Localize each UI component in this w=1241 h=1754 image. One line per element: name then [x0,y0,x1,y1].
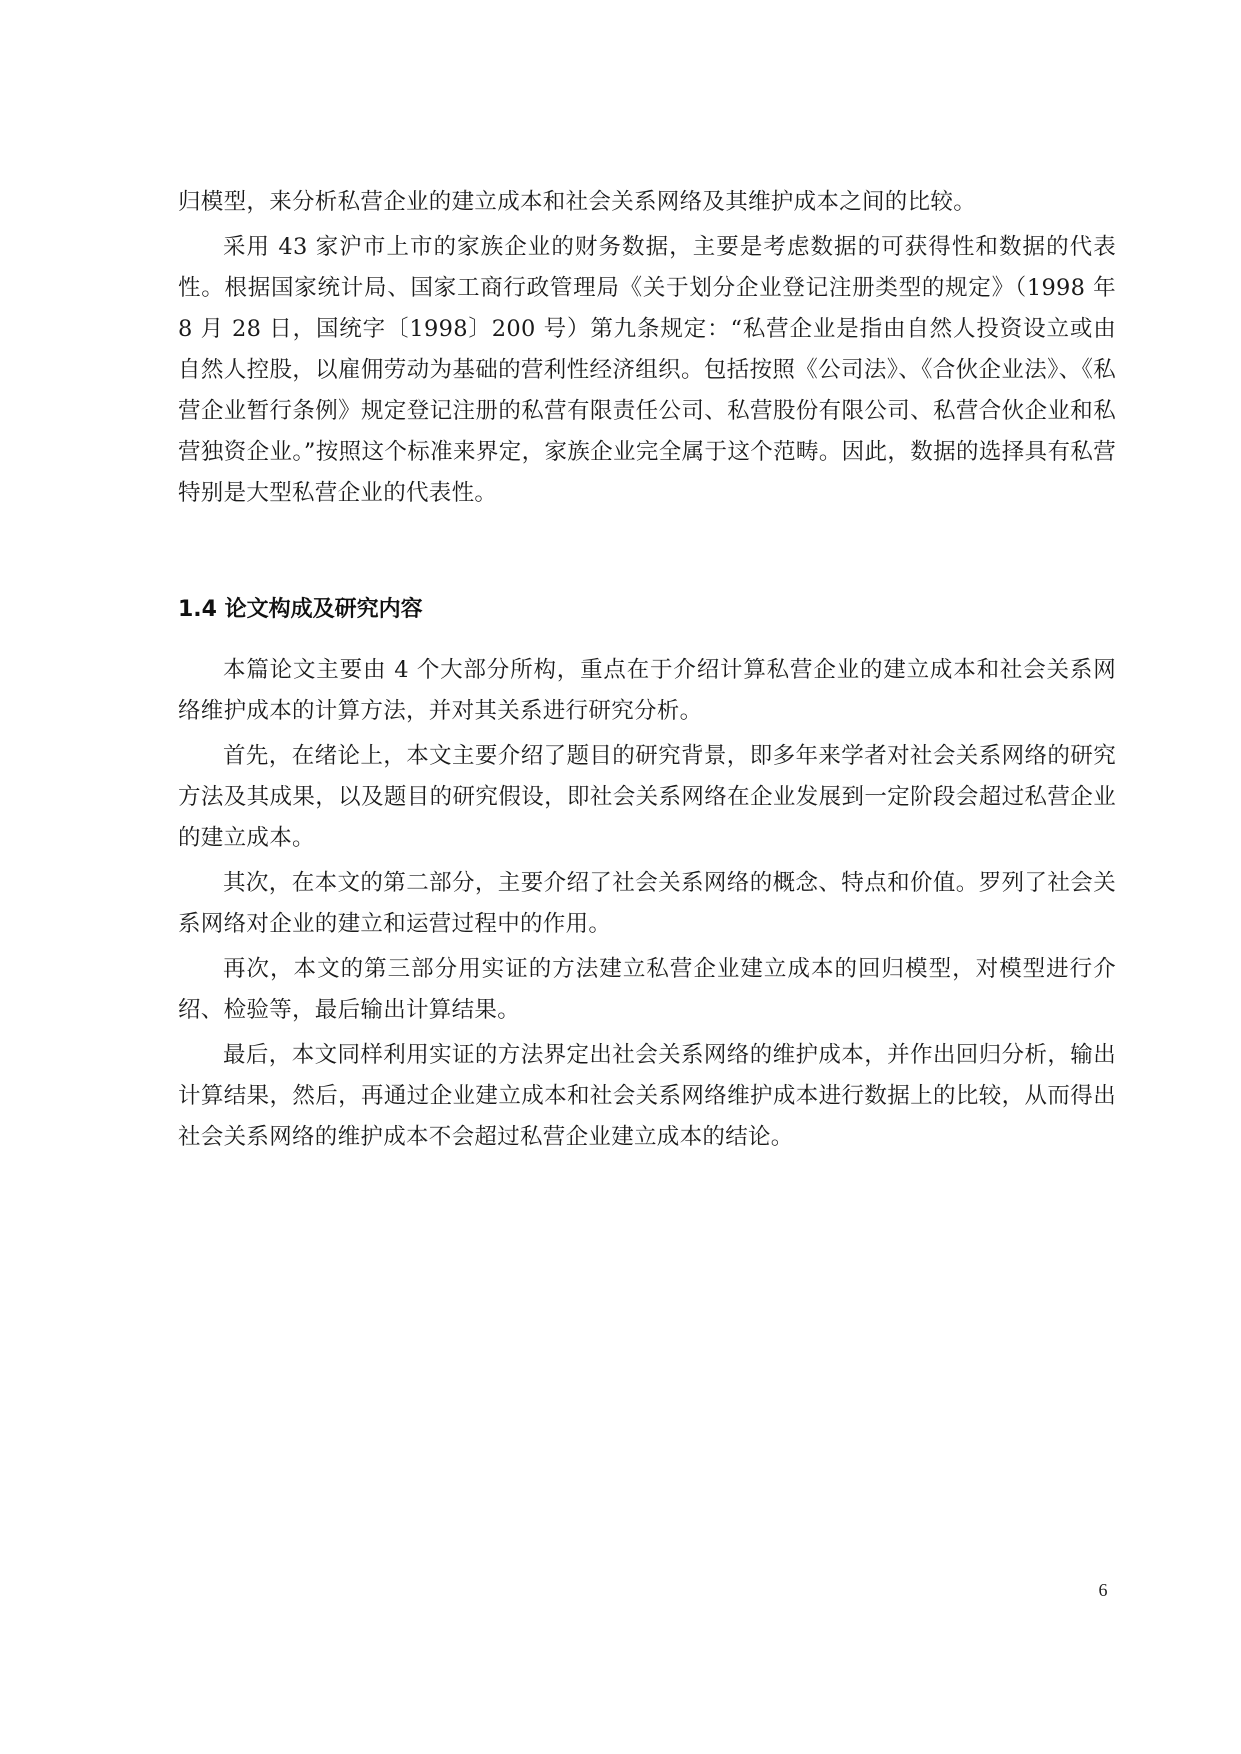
paragraph-second: 其次，在本文的第二部分，主要介绍了社会关系网络的概念、特点和价值。罗列了社会关系网络对企业的建立和运营过程中的作用。 [178,870,1116,937]
section-heading: 1.4 论文构成及研究内容 [178,597,423,622]
paragraph-last: 最后，本文同样利用实证的方法界定出社会关系网络的维护成本，并作出回归分析，输出计算结果，然后，再通过企业建立成本和社会关系网络维护成本进行数据上的比较，从而得出社会关系网络的维护成本不会超过私营企业建立成本的结论。 [178,1042,1116,1150]
paragraph-data-source: 采用 43 家沪市上市的家族企业的财务数据，主要是考虑数据的可获得性和数据的代表性。根据国家统计局、国家工商行政管理局《关于划分企业登记注册类型的规定》（1998 年 8 月 28 日，国统字〔1998〕200 号）第九条规定：“私营企业是指由自然人投资设立或由自然人控股，以雇佣劳动为基础的营利性经济组织。包括按照《公司法》、《合伙企业法》、《私营企业暂行条例》规定登记注册的私营有限责任公司、私营股份有限公司、私营合伙企业和私营独资企业。”按照这个标准来界定，家族企业完全属于这个范畴。因此，数据的选择具有私营特别是大型私营企业的代表性。 [178,234,1116,506]
paragraph-third: 再次，本文的第三部分用实证的方法建立私营企业建立成本的回归模型，对模型进行介绍、检验等，最后输出计算结果。 [178,956,1116,1023]
paragraph-overview: 本篇论文主要由 4 个大部分所构，重点在于介绍计算私营企业的建立成本和社会关系网络维护成本的计算方法，并对其关系进行研究分析。 [178,657,1116,724]
section-body [178,650,1116,1162]
page-number: 6 [1098,1580,1108,1600]
paragraph-continuation: 归模型，来分析私营企业的建立成本和社会关系网络及其维护成本之间的比较。 [178,189,977,215]
previous-section-body [178,182,1116,518]
paragraph-first: 首先，在绪论上，本文主要介绍了题目的研究背景，即多年来学者对社会关系网络的研究方法及其成果，以及题目的研究假设，即社会关系网络在企业发展到一定阶段会超过私营企业的建立成本。 [178,743,1116,851]
